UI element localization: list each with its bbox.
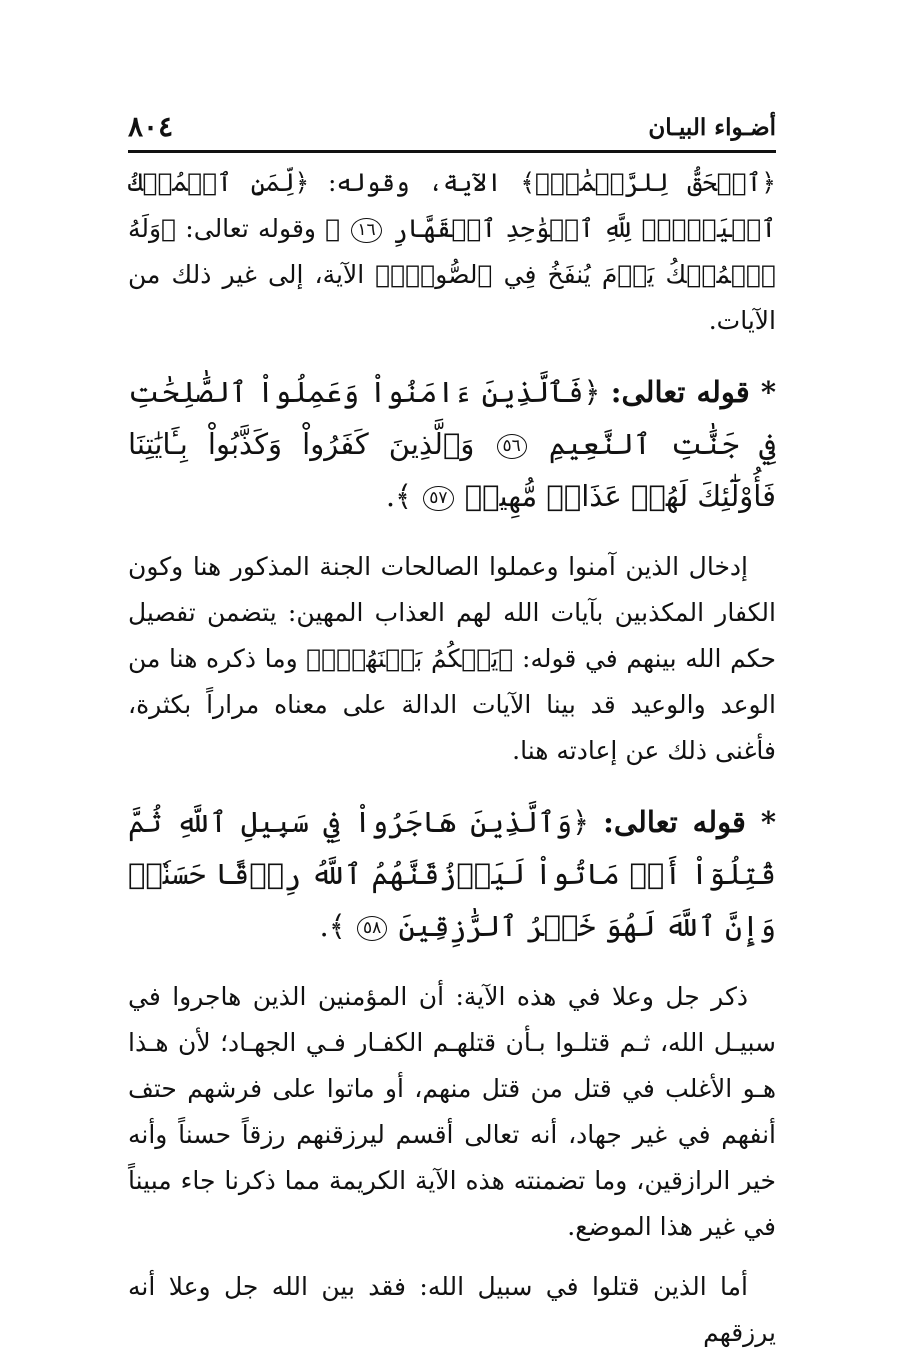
quran-verse: ﴿وَٱلَّذِينَ هَاجَرُواْ فِي سَبِيلِ ٱللَّهِ ثُمَّ قُتِلُوٓاْ أَوۡ مَاتُواْ لَيَرۡزُقَنَّهُمُ ٱللَّهُ رِزۡقًا حَسَنٗاۚ وَإِنَّ ٱللَّهَ لَهُوَ خَيۡرُ ٱلرَّٰزِقِينَ <box>128 805 776 943</box>
page-number: ٨٠٤ <box>128 110 174 143</box>
verse-number-marker: ٥٦ <box>497 434 527 459</box>
paragraph-text: ﴾ وقوله تعالى: ﴿وَلَهُ ٱلۡمُلۡكُ يَوۡمَ يُنفَخُ فِي ٱلصُّورِۚ﴾ الآية، إلى غير ذلك من الآيات. <box>128 214 776 335</box>
paragraph-commentary-1: إدخال الذين آمنوا وعملوا الصالحات الجنة المذكور هنا وكون الكفار المكذبين بآيات الله لهم العذاب المهين: يتضمن تفصيل حكم الله بينهم في قوله: ﴿يَحۡكُمُ بَيۡنَهُمۡۚ﴾ وما ذكره هنا من الوعد والوعيد قد بينا الآيات الدالة على معناه مراراً بكثرة، فأغنى ذلك عن إعادته هنا. <box>128 552 776 765</box>
paragraph-commentary-3: أما الذين قتلوا في سبيل الله: فقد بين الله جل وعلا أنه يرزقهم <box>128 1272 776 1347</box>
quran-verse: ﴿فَٱلَّذِينَ ءَامَنُواْ وَعَمِلُواْ ٱلصَّٰلِحَٰتِ فِي جَنَّٰتِ ٱلنَّعِيمِ <box>128 375 777 461</box>
verse-close: ﴾. <box>385 479 413 513</box>
paragraph-intro <box>128 160 776 344</box>
verse-block-2 <box>128 796 776 952</box>
running-header <box>128 108 776 153</box>
quran-text: ﴿ٱلۡحَقُّ لِلرَّحۡمَٰنِۚ﴾ الآية، وقوله: ﴿لِّمَنِ ٱلۡمُلۡكُ ٱلۡيَوۡمَۖ لِلَّهِ ٱلۡوَٰحِدِ ٱلۡقَهَّارِ <box>128 168 776 243</box>
verse-close: ﴾. <box>319 909 346 943</box>
verse-number-marker: ١٦ <box>351 218 381 243</box>
verse-heading: * قوله تعالى: <box>610 375 777 409</box>
book-title: أضـواء البيـان <box>648 114 776 141</box>
quran-verse: وَٱلَّذِينَ كَفَرُواْ وَكَذَّبُواْ بِـَٔايَٰتِنَا فَأُوْلَٰٓئِكَ لَهُمۡ عَذَابٞ مُّهِينٞ <box>128 427 776 513</box>
verse-number-marker: ٥٧ <box>423 486 453 511</box>
verse-heading: * قوله تعالى: <box>603 805 777 839</box>
paragraph-commentary-2: ذكر جل وعلا في هذه الآية: أن المؤمنين الذين هاجروا في سبيـل الله، ثـم قتلـوا بـأن قتلهـم الكفـار فـي الجهـاد؛ لأن هـذا هـو الأغلب في قتل من قتل منهم، أو ماتوا على فرشهم حتف أنفهم في غير جهاد، أنه تعالى أقسم ليرزقنهم رزقاً حسناً وأنه خير الرازقين، وما تضمنته هذه الآية الكريمة مما ذكرنا جاء مبيناً في غير هذا الموضع. <box>128 982 776 1241</box>
page-body <box>128 160 776 1356</box>
verse-number-marker: ٥٨ <box>357 916 387 941</box>
verse-block-1 <box>128 366 776 522</box>
